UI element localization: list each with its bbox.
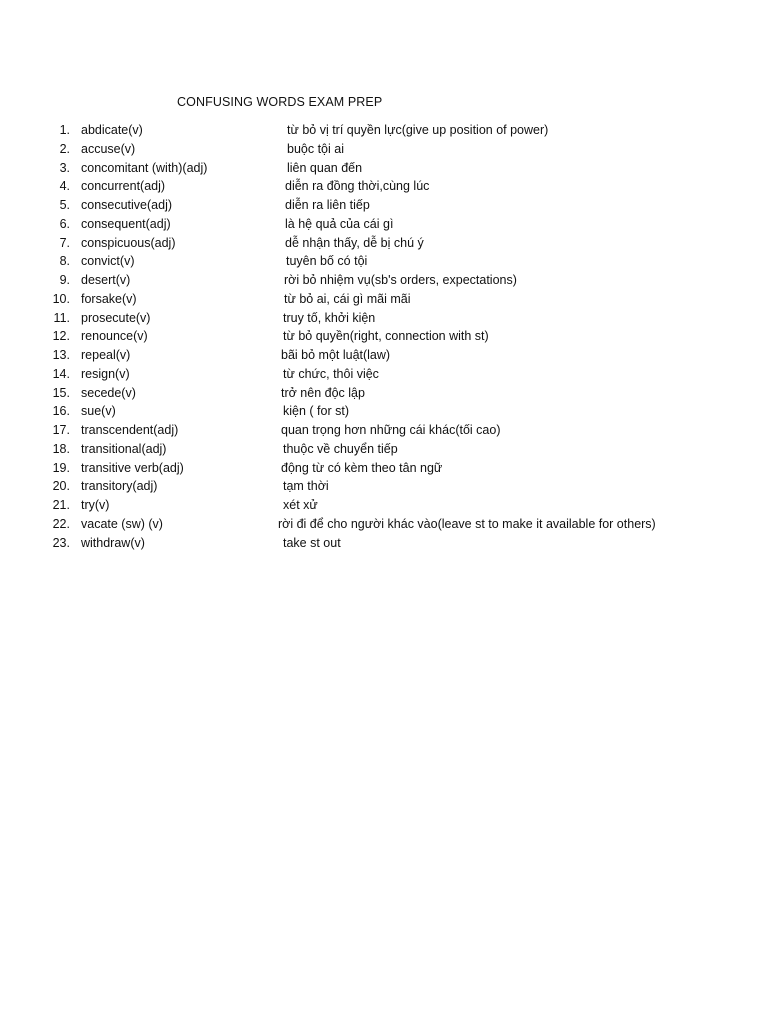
item-definition: kiện ( for st) xyxy=(283,404,349,419)
item-definition: từ bỏ vị trí quyền lực(give up position of power) xyxy=(287,123,549,137)
item-definition: diễn ra liên tiếp xyxy=(285,198,370,212)
item-number: 13. xyxy=(52,348,70,362)
item-term: transitory(adj) xyxy=(81,479,158,494)
list-item xyxy=(0,515,768,534)
item-definition: rời đi để cho người khác vào(leave st to make it available for others) xyxy=(278,516,656,531)
item-number: 21. xyxy=(52,498,70,512)
item-term: conspicuous(adj) xyxy=(81,235,176,250)
item-number: 16. xyxy=(52,404,70,419)
item-term: forsake(v) xyxy=(81,291,137,306)
item-definition: dễ nhận thấy, dễ bị chú ý xyxy=(285,235,424,250)
item-term: prosecute(v) xyxy=(81,310,151,325)
item-number: 14. xyxy=(52,366,70,381)
item-definition: take st out xyxy=(283,535,341,550)
item-number: 15. xyxy=(52,385,70,400)
item-number: 19. xyxy=(52,460,70,475)
item-definition: từ chức, thôi việc xyxy=(283,366,379,381)
item-number: 17. xyxy=(52,423,70,437)
list-item xyxy=(0,196,768,215)
item-term: accuse(v) xyxy=(81,141,136,156)
item-definition: bãi bỏ một luật(law) xyxy=(281,348,391,362)
list-item xyxy=(0,252,768,271)
list-item xyxy=(0,159,768,178)
item-number: 3. xyxy=(59,160,70,175)
list-item xyxy=(0,327,768,346)
item-number: 1. xyxy=(59,123,70,137)
list-item xyxy=(0,477,768,496)
item-definition: liên quan đến xyxy=(287,160,363,175)
item-number: 10. xyxy=(52,291,70,306)
item-number: 4. xyxy=(59,179,70,194)
item-number: 2. xyxy=(59,141,70,156)
list-item xyxy=(0,177,768,196)
item-number: 8. xyxy=(59,254,70,269)
item-definition: tạm thời xyxy=(283,479,329,494)
item-term: sue(v) xyxy=(81,404,116,419)
list-item xyxy=(0,140,768,159)
item-number: 6. xyxy=(59,216,70,231)
list-item xyxy=(0,234,768,253)
list-item xyxy=(0,309,768,328)
item-term: transcendent(adj) xyxy=(81,423,179,437)
list-item xyxy=(0,365,768,384)
item-number: 22. xyxy=(52,516,70,531)
item-term: resign(v) xyxy=(81,366,130,381)
item-definition: động từ có kèm theo tân ngữ xyxy=(281,460,443,475)
item-term: renounce(v) xyxy=(81,329,148,344)
item-definition: truy tố, khởi kiện xyxy=(283,310,376,325)
item-term: convict(v) xyxy=(81,254,135,269)
item-term: abdicate(v) xyxy=(81,123,143,137)
list-item xyxy=(0,346,768,365)
item-term: consecutive(adj) xyxy=(81,198,173,212)
item-term: repeal(v) xyxy=(81,348,131,362)
list-item xyxy=(0,271,768,290)
item-number: 11. xyxy=(53,310,70,325)
vocabulary-list xyxy=(0,121,768,552)
list-item xyxy=(0,534,768,553)
list-item xyxy=(0,440,768,459)
item-term: vacate (sw) (v) xyxy=(81,516,163,531)
item-term: desert(v) xyxy=(81,273,131,287)
list-item xyxy=(0,496,768,515)
item-number: 20. xyxy=(52,479,70,494)
item-term: transitional(adj) xyxy=(81,441,167,456)
list-item xyxy=(0,384,768,403)
item-definition: trở nên độc lập xyxy=(281,385,365,400)
item-definition: buộc tội ai xyxy=(287,141,344,156)
item-definition: quan trọng hơn những cái khác(tối cao) xyxy=(281,423,501,437)
list-item xyxy=(0,121,768,140)
item-definition: tuyên bố có tội xyxy=(286,254,368,269)
item-term: try(v) xyxy=(81,498,110,512)
item-definition: là hệ quả của cái gì xyxy=(285,216,394,231)
list-item xyxy=(0,402,768,421)
item-definition: thuộc về chuyển tiếp xyxy=(283,441,398,456)
item-term: withdraw(v) xyxy=(81,535,145,550)
item-definition: diễn ra đồng thời,cùng lúc xyxy=(285,179,430,194)
item-number: 9. xyxy=(59,273,70,287)
item-term: transitive verb(adj) xyxy=(81,460,184,475)
list-item xyxy=(0,215,768,234)
item-definition: từ bỏ quyền(right, connection with st) xyxy=(283,329,489,344)
item-definition: rời bỏ nhiệm vụ(sb's orders, expectations) xyxy=(284,273,517,287)
list-item xyxy=(0,459,768,478)
item-number: 18. xyxy=(52,441,70,456)
page-title: CONFUSING WORDS EXAM PREP xyxy=(177,95,383,109)
item-number: 12. xyxy=(52,329,70,344)
item-term: consequent(adj) xyxy=(81,216,171,231)
item-definition: từ bỏ ai, cái gì mãi mãi xyxy=(284,291,411,306)
item-term: concomitant (with)(adj) xyxy=(81,160,208,175)
item-term: concurrent(adj) xyxy=(81,179,166,194)
item-definition: xét xử xyxy=(283,498,318,512)
item-number: 7. xyxy=(59,235,70,250)
item-term: secede(v) xyxy=(81,385,136,400)
item-number: 23. xyxy=(52,535,70,550)
list-item xyxy=(0,421,768,440)
item-number: 5. xyxy=(59,198,70,212)
list-item xyxy=(0,290,768,309)
